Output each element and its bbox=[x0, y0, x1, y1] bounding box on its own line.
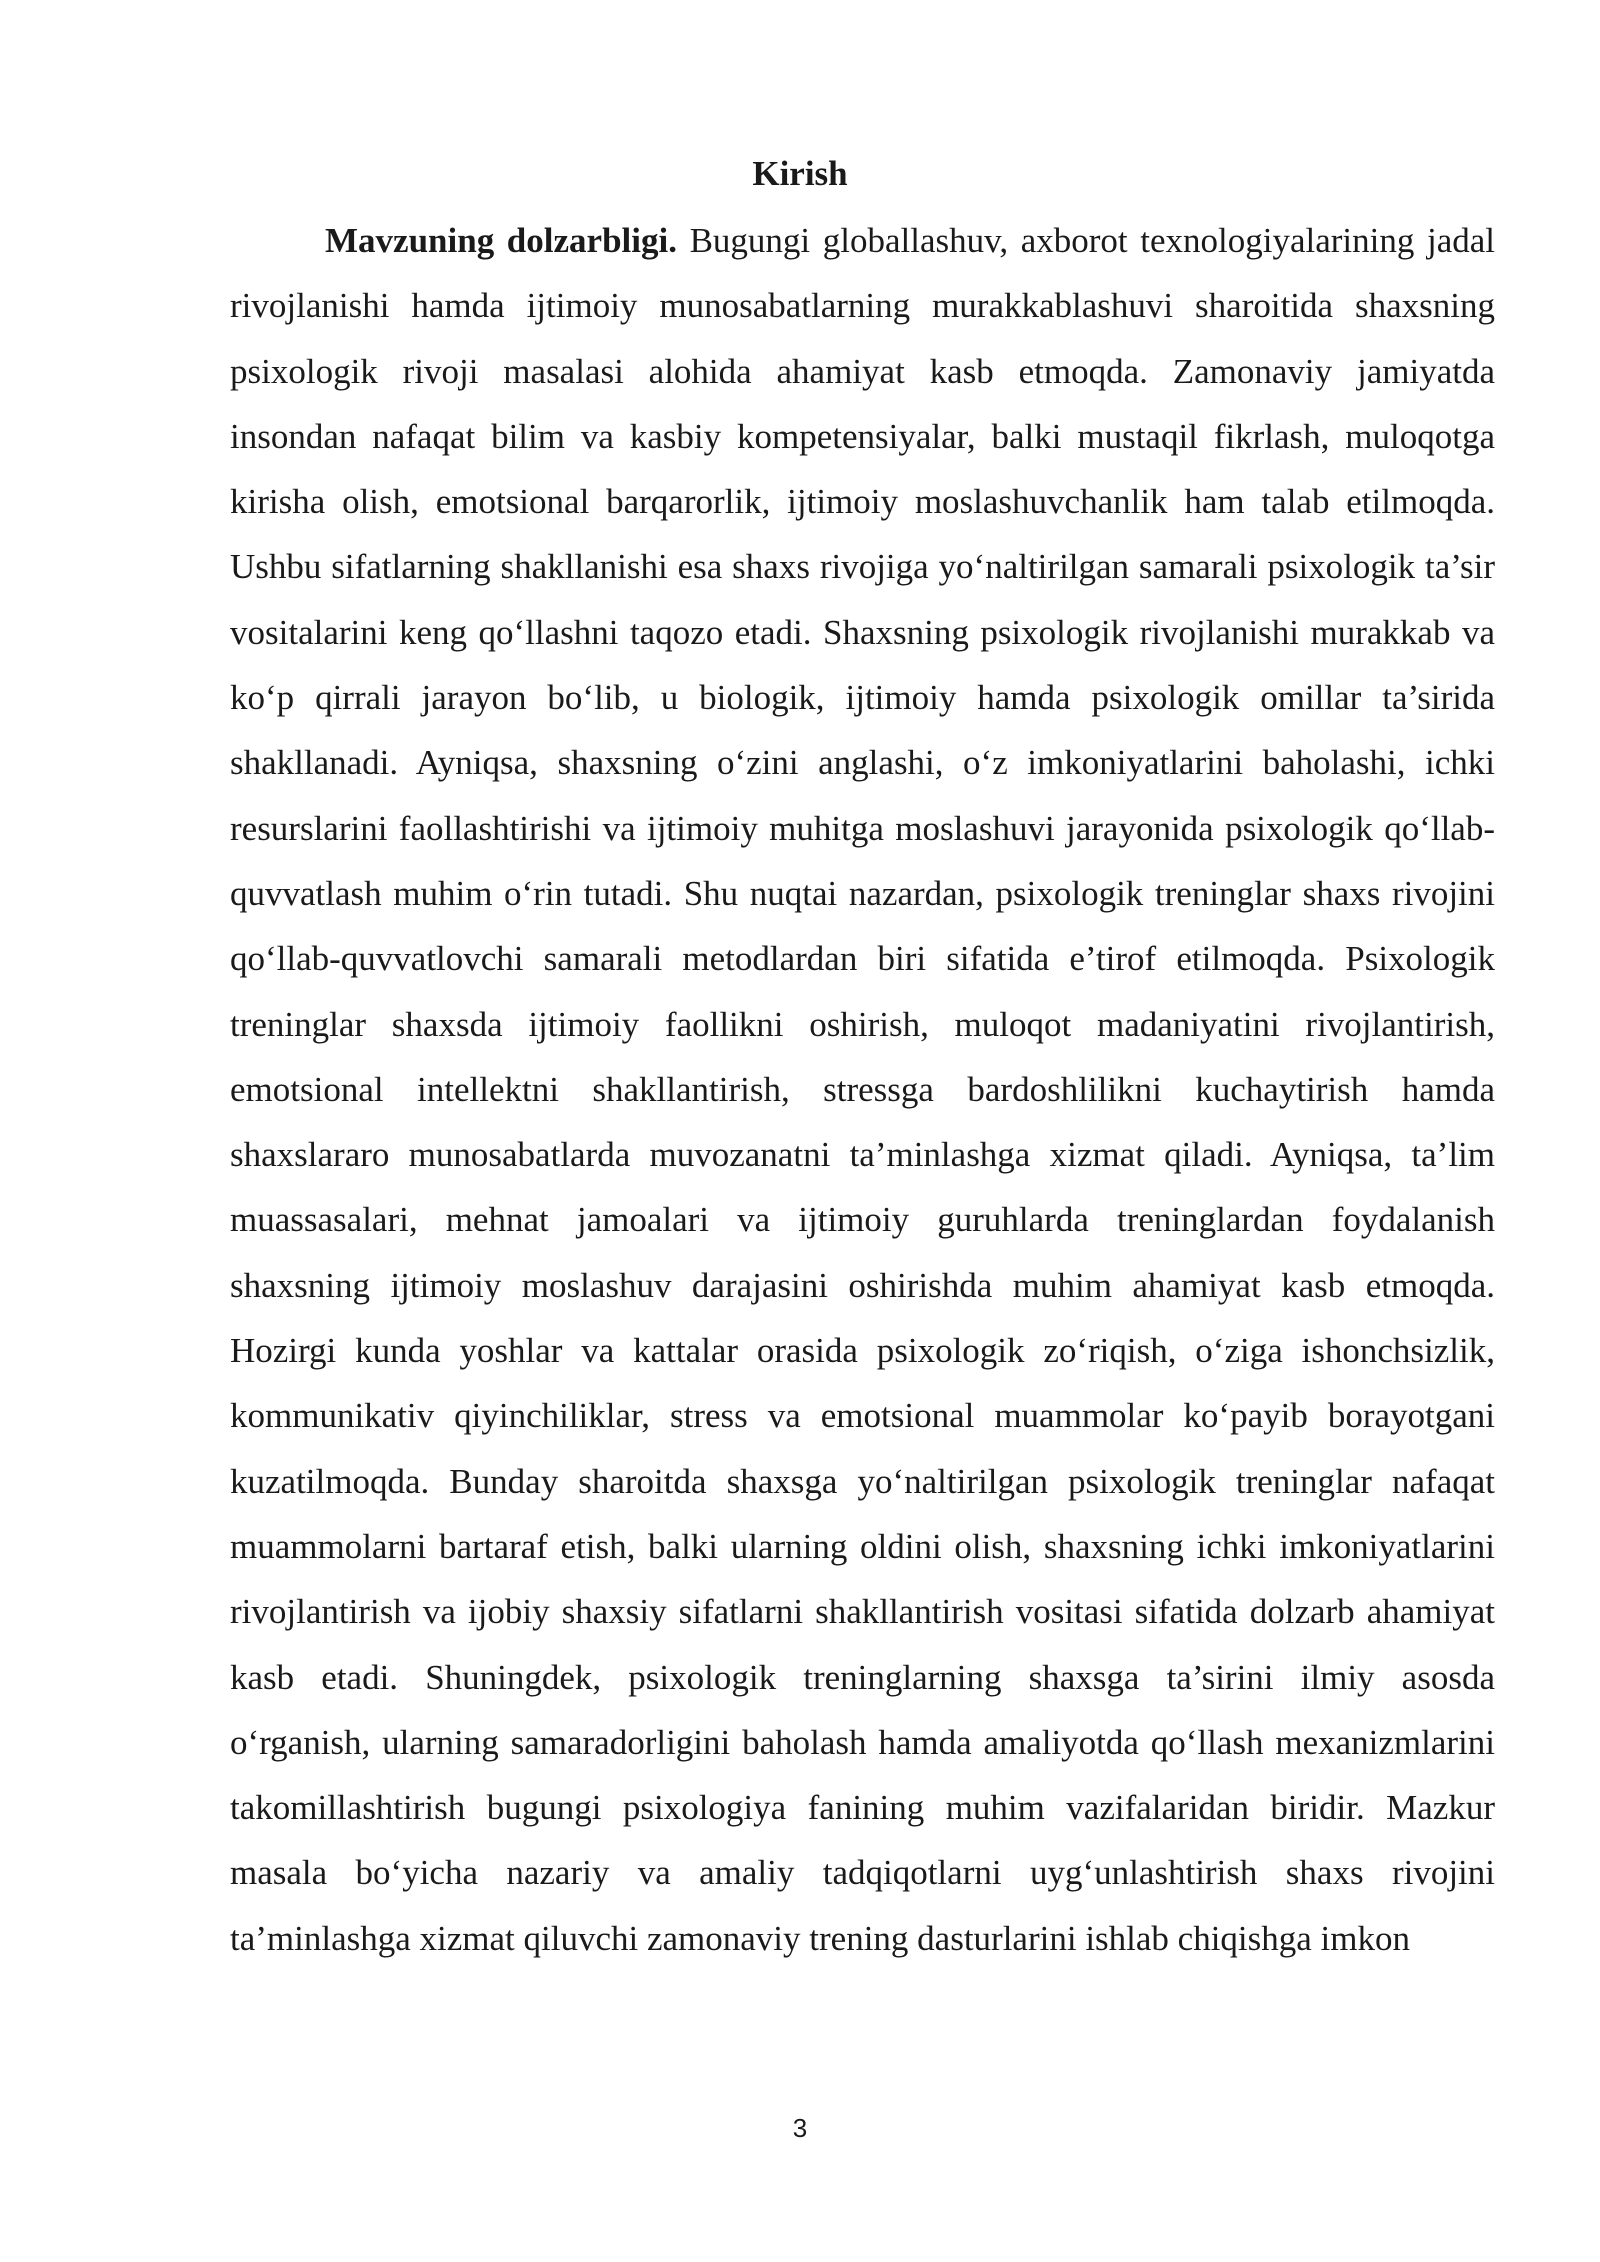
paragraph-text: Bugungi globallashuv, axborot texnologiyalarining jadal rivojlanishi hamda ijtimoiy munosabatlarning murakkablashuvi sharoitida shaxsning psixologik rivoji masalasi alohida ahamiyat kasb etmoqda. Zamonaviy jamiyatda insondan nafaqat bilim va kasbiy kompetensiyalar, balki mustaqil fikrlash, muloqotga kirisha olish, emotsional barqarorlik, ijtimoiy moslashuvchanlik ham talab etilmoqda. Ushbu sifatlarning shakllanishi esa shaxs rivojiga yo‘naltirilgan samarali psixologik ta’sir vositalarini keng qo‘llashni taqozo etadi. Shaxsning psixologik rivojlanishi murakkab va ko‘p qirrali jarayon bo‘lib, u biologik, ijtimoiy hamda psixologik omillar ta’sirida shakllanadi. Ayniqsa, shaxsning o‘zini anglashi, o‘z imkoniyatlarini baholashi, ichki resurslarini faollashtirishi va ijtimoiy muhitga moslashuvi jarayonida psixologik qo‘llab-quvvatlash muhim o‘rin tutadi. Shu nuqtai nazardan, psixologik treninglar shaxs rivojini qo‘llab-quvvatlovchi samarali metodlardan biri sifatida e’tirof etilmoqda. Psixologik treninglar shaxsda ijtimoiy faollikni oshirish, muloqot madaniyatini rivojlantirish, emotsional intellektni shakllantirish, stressga bardoshlilikni kuchaytirish hamda shaxslararo munosabatlarda muvozanatni ta’minlashga xizmat qiladi. Ayniqsa, ta’lim muassasalari, mehnat jamoalari va ijtimoiy guruhlarda treninglardan foydalanish shaxsning ijtimoiy moslashuv darajasini oshirishda muhim ahamiyat kasb etmoqda. Hozirgi kunda yoshlar va kattalar orasida psixologik zo‘riqish, o‘ziga ishonchsizlik, kommunikativ qiyinchiliklar, stress va emotsional muammolar ko‘payib borayotgani kuzatilmoqda. Bunday sharoitda shaxsga yo‘naltirilgan psixologik treninglar nafaqat muammolarni bartaraf etish, balki ularning oldini olish, shaxsning ichki imkoniyatlarini rivojlantirish va ijobiy shaxsiy sifatlarni shakllantirish vositasi sifatida dolzarb ahamiyat kasb etadi. Shuningdek, psixologik treninglarning shaxsga ta’sirini ilmiy asosda o‘rganish, ularning samaradorligini baholash hamda amaliyotda qo‘llash mexanizmlarini takomillashtirish bugungi psixologiya fanining muhim vazifalaridan biridir. Mazkur masala bo‘yicha nazariy va amaliy tadqiqotlarni uyg‘unlashtirish shaxs rivojini ta’minlashga xizmat qiluvchi zamonaviy trening dasturlarini ishlab chiqishga imkon bbox=[230, 221, 1495, 1958]
paragraph-lead: Mavzuning dolzarbligi. bbox=[325, 221, 677, 260]
page-number: 3 bbox=[792, 2113, 808, 2143]
section-heading: Kirish bbox=[752, 154, 848, 193]
body-paragraph bbox=[230, 208, 1495, 1971]
